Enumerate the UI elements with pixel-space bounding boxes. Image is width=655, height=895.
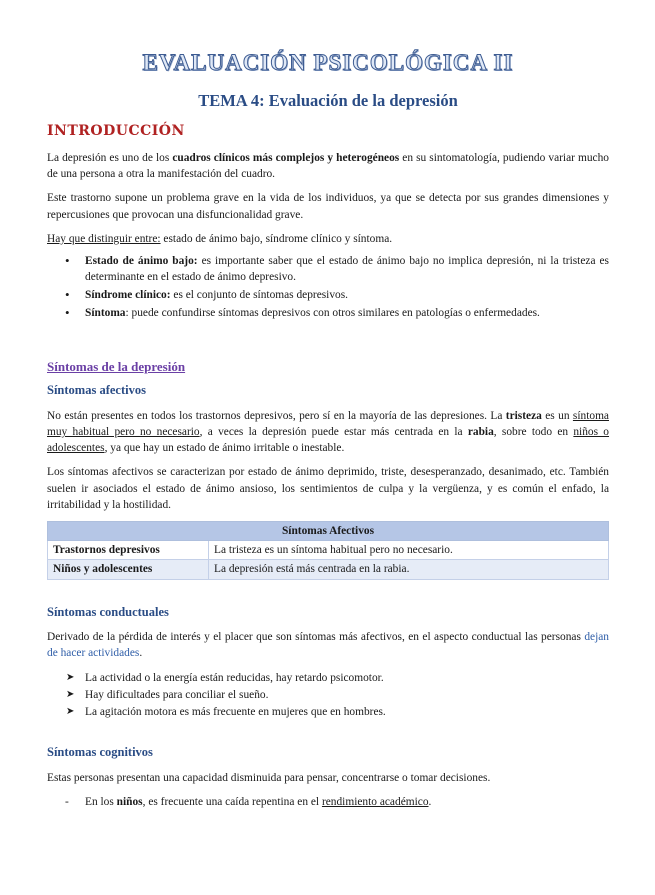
bold-phrase: niños [116, 796, 143, 809]
list-item [66, 687, 609, 703]
table-cell-value: La depresión está más centrada en la rabia. [209, 560, 609, 579]
affective-symptoms-table [47, 521, 609, 580]
bullet-icon: • [65, 305, 70, 321]
bullet-term: Síndrome clínico: [85, 289, 171, 302]
list-item-text: La agitación motora es más frecuente en mujeres que en hombres. [85, 706, 386, 719]
intro-paragraph-1 [47, 150, 609, 182]
text-run: en su sintomatología, pudiendo variar mucho de una persona a otra la manifestación del cuadro. [47, 151, 609, 181]
cognitive-dash-list [47, 794, 609, 810]
behavioral-heading: Síntomas conductuales [47, 604, 169, 619]
text-run: . [428, 796, 432, 809]
bullet-term: Síntoma [85, 307, 126, 320]
underlined-phrase: niños o adolescentes [47, 426, 610, 455]
symptoms-heading: Síntomas de la depresión [47, 358, 186, 374]
cognitive-heading: Síntomas cognitivos [47, 745, 153, 760]
list-item [65, 252, 609, 285]
list-item [65, 287, 609, 303]
underlined-phrase: Hay que distinguir entre: [47, 232, 161, 245]
text-run: , sobre todo en [493, 426, 574, 439]
list-item-text: La actividad o la energía están reducidas, hay retardo psicomotor. [85, 671, 384, 684]
bullet-term: Estado de ánimo bajo: [85, 254, 198, 267]
table-cell-key: Niños y adolescentes [48, 560, 209, 579]
list-item [65, 305, 609, 321]
list-item [66, 704, 609, 720]
text-run: La depresión es uno de los [47, 151, 173, 164]
text-run: , es frecuente una caída repentina en el [142, 796, 322, 809]
bullet-text: : puede confundirse síntomas depresivos con otros similares en patologías o enfermedades. [125, 307, 540, 320]
text-run: es un [541, 409, 573, 422]
bold-phrase: cuadros clínicos más complejos y heterogéneos [172, 151, 400, 164]
bullet-text: es importante saber que el estado de ánimo bajo no implica depresión, ni la tristeza es determinante en el estado de ánimo depresivo. [85, 254, 609, 284]
underlined-phrase: rendimiento académico [321, 796, 429, 809]
text-run: . [139, 647, 143, 660]
table-cell-value: La tristeza es un síntoma habitual pero no necesario. [209, 541, 609, 560]
table-row [48, 560, 609, 579]
table-cell-key: Trastornos depresivos [48, 541, 209, 560]
highlighted-phrase: dejan de hacer actividades [47, 631, 609, 660]
text-run: , ya que hay un estado de ánimo irritable o inestable. [104, 442, 345, 455]
arrow-bullet-icon: ➤ [66, 671, 75, 683]
intro-heading: INTRODUCCIÓN [47, 123, 185, 140]
document-subtitle: TEMA 4: Evaluación de la depresión [198, 90, 458, 110]
bullet-icon: • [65, 252, 70, 268]
intro-bullet-list [47, 253, 609, 322]
dash-bullet-icon: - [65, 796, 69, 809]
table-header-row [48, 521, 609, 540]
text-run: Derivado de la pérdida de interés y el placer que son síntomas más afectivos, en el aspecto conductual las personas [47, 631, 585, 644]
bold-phrase: tristeza [505, 409, 542, 422]
arrow-bullet-icon: ➤ [66, 688, 75, 700]
affective-heading: Síntomas afectivos [47, 383, 146, 398]
bold-phrase: rabia [467, 426, 494, 439]
text-run: En los [85, 796, 117, 809]
intro-paragraph-3 [47, 231, 609, 247]
document-page [0, 47, 655, 895]
cognitive-paragraph-1: Estas personas presentan una capacidad disminuida para pensar, concentrarse o tomar decisiones. [47, 771, 491, 784]
affective-paragraph-1 [47, 408, 609, 457]
arrow-bullet-icon: ➤ [66, 706, 75, 718]
bullet-text: es el conjunto de síntomas depresivos. [170, 289, 349, 302]
document-title: EVALUACIÓN PSICOLÓGICA II [142, 50, 514, 75]
intro-paragraph-2: Este trastorno supone un problema grave en la vida de los individuos, ya que se detecta por sus grandes dimensiones y repercusiones que provocan una disfuncionalidad grave. [47, 192, 609, 221]
table-row [48, 541, 609, 560]
underlined-phrase: síntoma muy habitual pero no necesario [47, 409, 609, 439]
list-item [66, 670, 609, 686]
table-header: Síntomas Afectivos [48, 521, 609, 540]
behavioral-paragraph-1 [47, 629, 609, 661]
behavioral-arrow-list [47, 670, 609, 721]
list-item-text: Hay dificultades para conciliar el sueño. [85, 688, 269, 701]
text-run: No están presentes en todos los trastornos depresivos, pero sí en la mayoría de las depresiones. La [47, 409, 506, 422]
list-item [65, 794, 609, 810]
text-run: , a veces la depresión puede estar más centrada en la [199, 426, 468, 439]
affective-paragraph-2: Los síntomas afectivos se caracterizan por estado de ánimo deprimido, triste, desesperanzado, desanimado, etc. También suelen ir asociados el estado de ánimo ansioso, los sentimientos de culpa y la vergüenza, y es común el enfado, la irritabilidad y la hostilidad. [47, 466, 609, 511]
bullet-icon: • [65, 287, 70, 303]
text-run: estado de ánimo bajo, síndrome clínico y síntoma. [160, 232, 393, 245]
